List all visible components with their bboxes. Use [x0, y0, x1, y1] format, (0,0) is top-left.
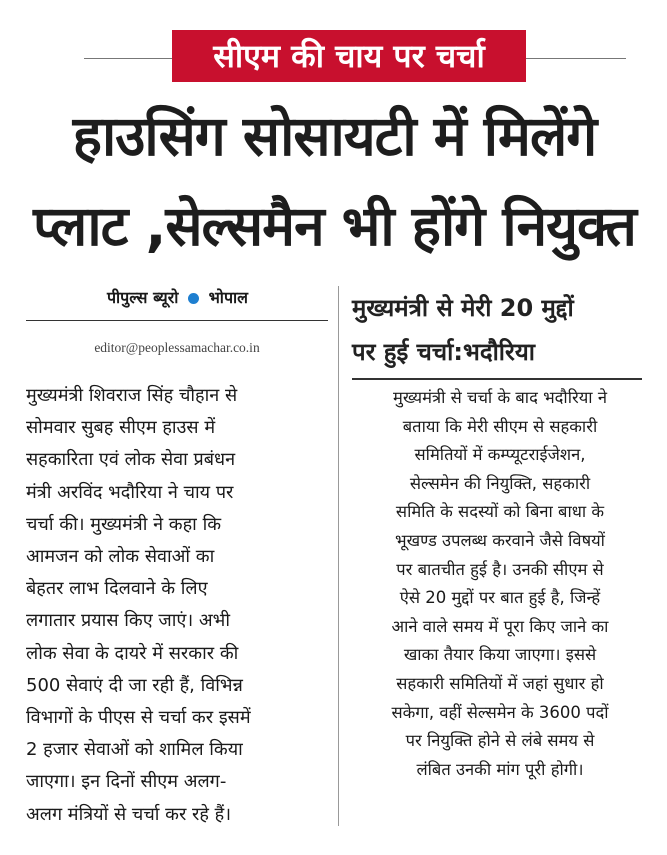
kicker-label: सीएम की चाय पर चर्चा — [172, 30, 526, 82]
body-text-line: मुख्यमंत्री शिवराज सिंह चौहान से — [26, 385, 238, 406]
body-text-line: बेहतर लाभ दिलवाने के लिए — [26, 578, 208, 600]
body-text-line: समितियों में कम्प्यूटराईजेशन, — [414, 445, 586, 465]
body-text-line: विभागों के पीएस से चर्चा कर इसमें — [26, 707, 251, 729]
body-text-line: आमजन को लोक सेवाओं का — [26, 546, 215, 568]
headline-line-1: हाउसिंग सोसायटी में मिलेंगे — [72, 104, 597, 168]
subheadline-line-2: पर हुई चर्चा:भदौरिया — [352, 338, 535, 366]
left-column-body — [26, 380, 322, 831]
kicker-rule-right — [526, 58, 626, 59]
body-text-line: सोमवार सुबह सीएम हाउस में — [26, 417, 216, 439]
subheadline — [352, 286, 652, 374]
right-column-body — [352, 384, 648, 784]
body-text-line: मुख्यमंत्री से चर्चा के बाद भदौरिया ने — [393, 388, 607, 407]
body-text-line: 500 सेवाएं दी जा रही हैं, विभिन्न — [26, 674, 243, 696]
byline-place: भोपाल — [208, 288, 249, 307]
body-text-line: पर बातचीत हुई है। उनकी सीएम से — [396, 559, 604, 579]
body-text-line: लंबित उनकी मांग पूरी होगी। — [416, 759, 584, 779]
bullet-dot — [188, 293, 199, 304]
kicker-rule-left — [84, 58, 172, 59]
body-text-line: सहकारिता एवं लोक सेवा प्रबंधन — [26, 449, 236, 471]
subheadline-rule — [352, 378, 642, 380]
body-text-line: आने वाले समय में पूरा किए जाने का — [391, 616, 609, 636]
body-text-line: सहकारी समितियों में जहां सुधार हो — [396, 673, 604, 693]
byline-rule — [26, 320, 328, 321]
body-text-line: मंत्री अरविंद भदौरिया ने चाय पर — [26, 481, 234, 503]
body-text-line: समिति के सदस्यों को बिना बाधा के — [395, 502, 605, 522]
body-text-line: चर्चा की। मुख्यमंत्री ने कहा कि — [26, 513, 222, 535]
body-text-line: सकेगा, वहीं सेल्समेन के 3600 पदों — [391, 702, 609, 722]
body-text-line: जाएगा। इन दिनों सीएम अलग- — [26, 771, 227, 793]
body-text-line: भूखण्ड उपलब्ध करवाने जैसे विषयों — [395, 530, 605, 550]
body-text-line: अलग मंत्रियों से चर्चा कर रहे हैं। — [26, 803, 232, 825]
body-text-line: 2 हजार सेवाओं को शामिल किया — [26, 739, 243, 761]
body-text-line: लगातार प्रयास किए जाएं। अभी — [26, 610, 230, 632]
column-divider — [338, 286, 339, 826]
body-text-line: बताया कि मेरी सीएम से सहकारी — [402, 416, 598, 436]
subheadline-line-1: मुख्यमंत्री से मेरी 20 मुद्दों — [352, 294, 574, 322]
byline-source: पीपुल्स ब्यूरो — [106, 288, 179, 307]
byline — [40, 286, 315, 308]
body-text-line: सेल्समेन की नियुक्ति, सहकारी — [409, 473, 591, 493]
body-text-line: लोक सेवा के दायरे में सरकार की — [26, 642, 239, 664]
headline-line-2: प्लाट ,सेल्समैन भी होंगे नियुक्त — [33, 194, 636, 258]
body-text-line: खाका तैयार किया जाएगा। इससे — [403, 645, 597, 665]
editor-email: editor@peoplessamachar.co.in — [94, 340, 260, 355]
body-text-line: ऐसे 20 मुद्दों पर बात हुई है, जिन्हें — [399, 588, 601, 608]
body-text-line: पर नियुक्ति होने से लंबे समय से — [405, 731, 595, 751]
